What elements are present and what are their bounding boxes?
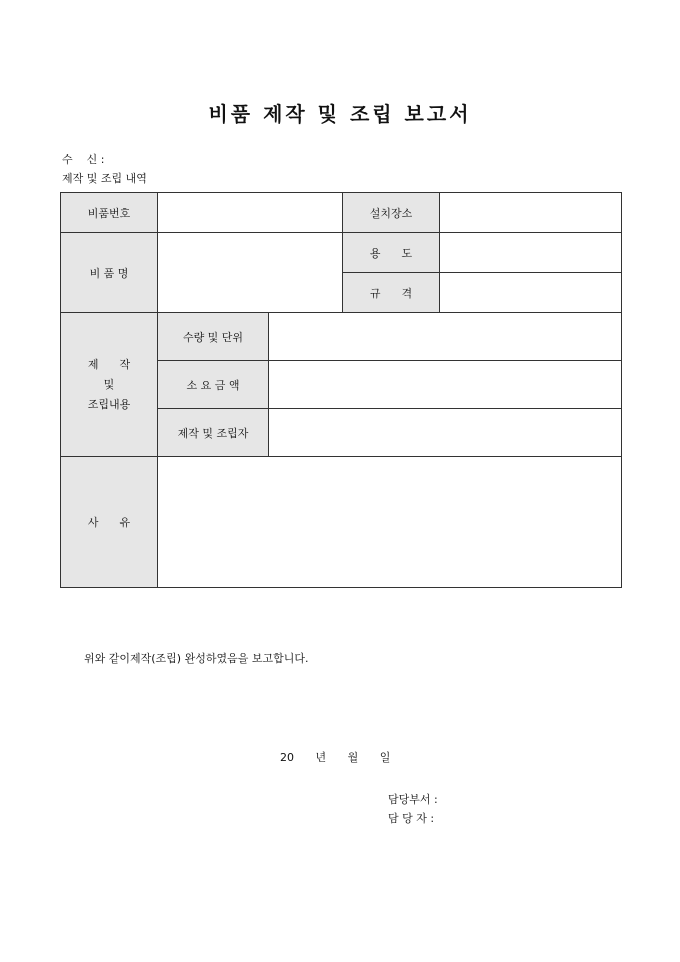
reason-label: 사 유	[61, 457, 158, 588]
item-number-field[interactable]	[158, 193, 343, 233]
spec-label: 규 격	[343, 273, 440, 313]
report-table	[60, 192, 622, 588]
purpose-label: 용 도	[343, 233, 440, 273]
item-name-field[interactable]	[158, 233, 343, 313]
production-label-line-3: 조립내용	[87, 397, 131, 411]
purpose-field[interactable]	[440, 233, 622, 273]
quantity-field[interactable]	[269, 313, 622, 361]
cost-field[interactable]	[269, 361, 622, 409]
cost-label: 소 요 금 액	[158, 361, 269, 409]
person-label: 담 당 자 :	[388, 812, 435, 825]
production-label	[61, 313, 158, 457]
document-title: 비품 제작 및 조립 보고서	[208, 102, 472, 126]
install-location-label: 설치장소	[343, 193, 440, 233]
maker-label: 제작 및 조립자	[158, 409, 269, 457]
section-title: 제작 및 조립 내역	[62, 172, 147, 185]
spec-field[interactable]	[440, 273, 622, 313]
production-label-line-1: 제 작	[87, 357, 131, 371]
recipient-label: 수 신 :	[62, 153, 105, 166]
item-name-label: 비 품 명	[61, 233, 158, 313]
production-label-line-2: 및	[103, 377, 115, 391]
date-line: 20 년 월 일	[280, 751, 391, 764]
item-number-label: 비품번호	[61, 193, 158, 233]
install-location-field[interactable]	[440, 193, 622, 233]
department-label: 담당부서 :	[388, 793, 438, 806]
quantity-label: 수량 및 단위	[158, 313, 269, 361]
reason-field[interactable]	[158, 457, 622, 588]
report-statement: 위와 같이제작(조립) 완성하였음을 보고합니다.	[84, 652, 309, 665]
maker-field[interactable]	[269, 409, 622, 457]
